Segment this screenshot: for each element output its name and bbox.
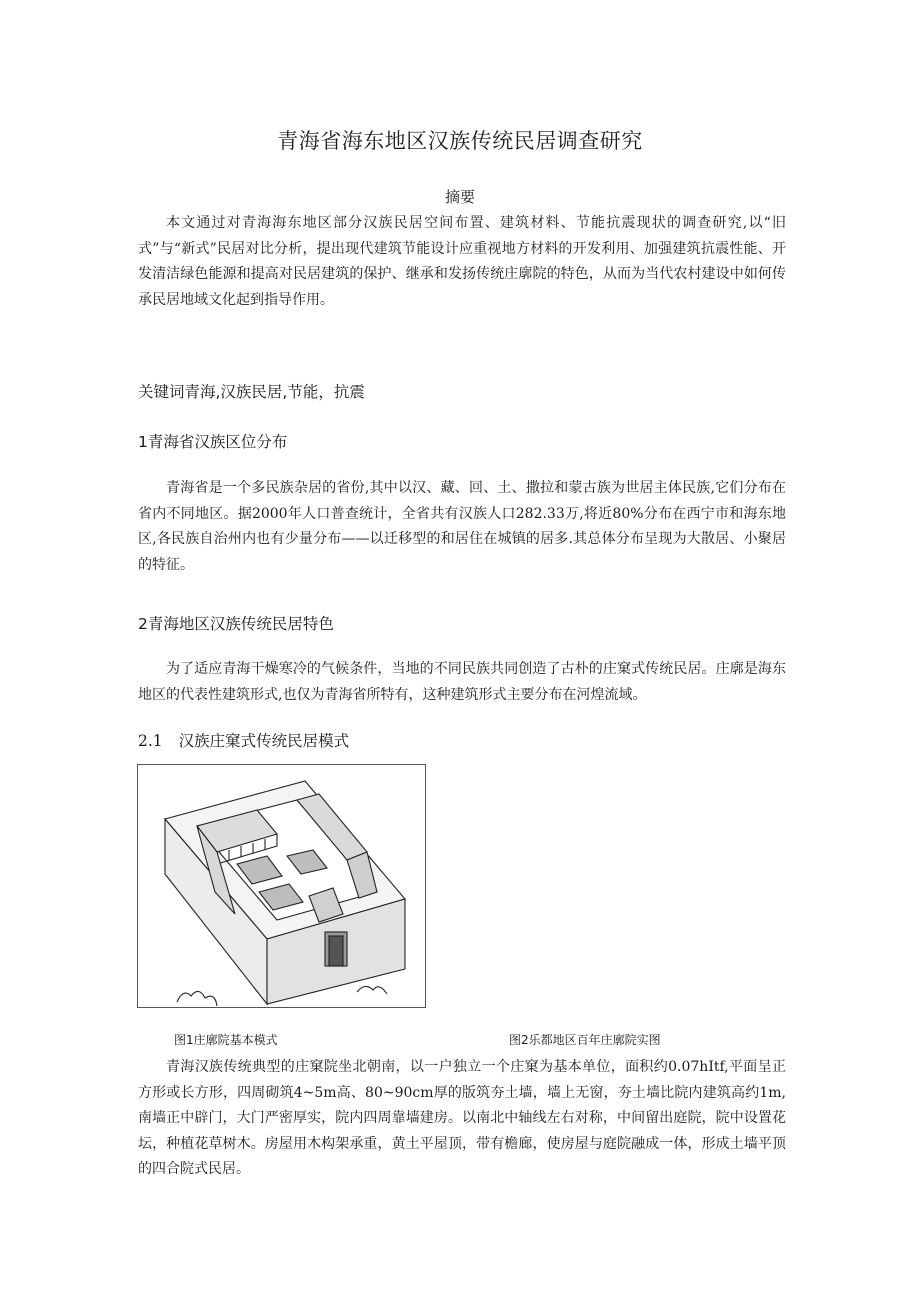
page-title: 青海省海东地区汉族传统民居调查研究 [277,129,643,153]
section-2-1-title: 汉族庄窠式传统民居模式 [178,732,350,750]
section-2-1-number: 2.1 [138,732,163,750]
keywords-line: 关键词青海,汉族民居,节能，抗震 [138,383,365,401]
abstract-heading: 摘要 [444,188,475,206]
section-2-1-paragraph: 青海汉族传统典型的庄窠院坐北朝南，以一户独立一个庄窠为基本单位，面积约0.07hItf,平面呈正方形或长方形，四周砌筑4~5m高、80~90cm厚的版筑夯土墙，墙上无窗，夯土墙比院内建筑高约1m,南墙正中辟门，大门严密厚实，院内四周靠墙建房。以南北中轴线左右对称，中间留出庭院，院中设置花坛，种植花草树木。房屋用木构架承重，黄土平屋顶，带有檐廊，使房屋与庭院融成一体，形成土墙平顶的四合院式民居。 [138,1059,786,1178]
abstract-paragraph: 本文通过对青海海东地区部分汉族民居空间布置、建筑材料、节能抗震现状的调查研究,以“旧式”与“新式”民居对比分析，提出现代建筑节能设计应重视地方材料的开发利用、加强建筑抗震性能、开发清洁绿色能源和提高对民居建筑的保护、继承和发扬传统庄廓院的特色，从而为当代农村建设中如何传承民居地域文化起到指导作用。 [138,215,786,308]
section-1-heading: 1青海省汉族区位分布 [138,433,288,451]
figure-1-caption: 图1庄廓院基本模式 [174,1033,278,1047]
figure-1-courtyard-sketch [137,764,426,1008]
section-2-heading: 2青海地区汉族传统民居特色 [138,615,334,633]
section-2-1-heading [138,729,349,751]
section-1-paragraph: 青海省是一个多民族杂居的省份,其中以汉、藏、回、土、撒拉和蒙古族为世居主体民族,它们分布在省内不同地区。据2000年人口普查统计，全省共有汉族人口282.33万,将近80%分布在西宁市和海东地区,各民族自治州内也有少量分布——以迁移型的和居住在城镇的居多.其总体分布呈现为大散居、小聚居的特征。 [138,480,786,573]
figure-2-photo [470,764,770,1008]
figure-2-caption: 图2乐都地区百年庄廓院实图 [509,1033,661,1047]
section-2-paragraph: 为了适应青海干燥寒冷的气候条件，当地的不同民族共同创造了古朴的庄窠式传统民居。庄廓是海东地区的代表性建筑形式,也仅为青海省所特有，这种建筑形式主要分布在河煌流域。 [138,661,786,703]
